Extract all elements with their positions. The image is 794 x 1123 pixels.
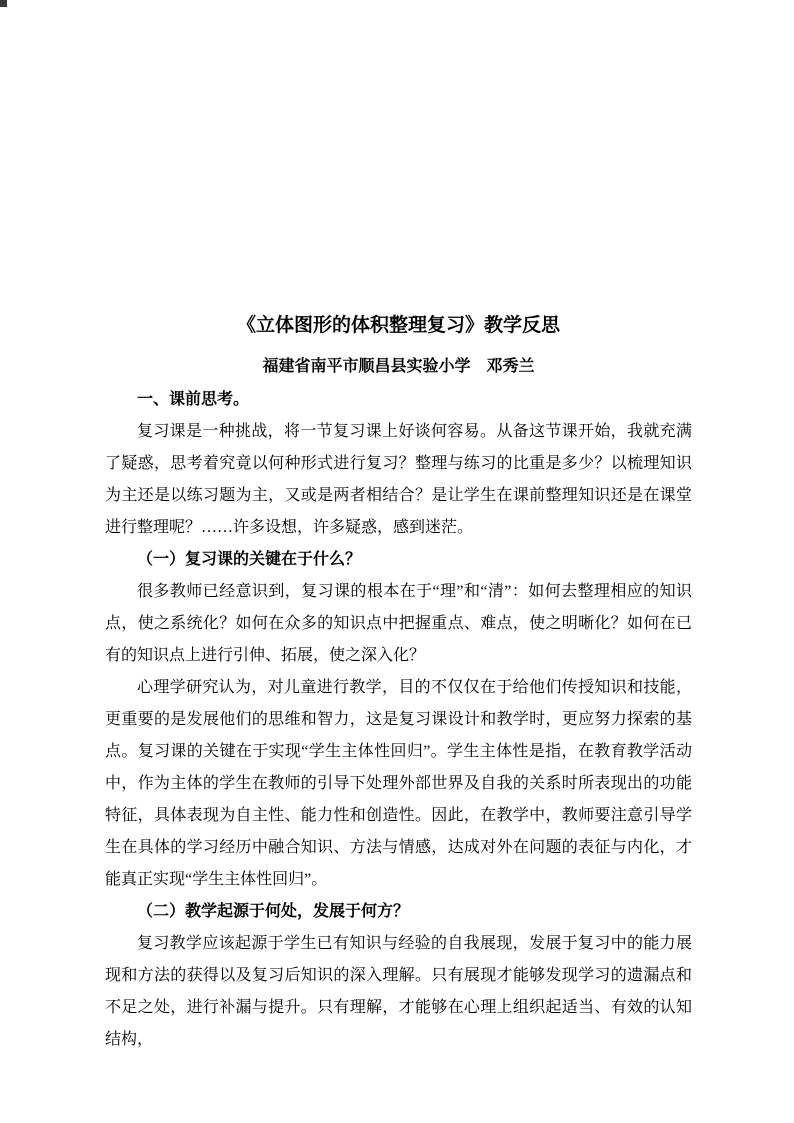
document-content xyxy=(105,312,692,1056)
page-corner-artifact xyxy=(0,0,7,7)
document-title: 《立体图形的体积整理复习》教学反思 xyxy=(236,315,560,336)
section-heading-pre-class-thinking: 一、课前思考。 xyxy=(137,391,250,408)
body-paragraph: 复习教学应该起源于学生已有知识与经验的自我展现，发展于复习中的能力展现和方法的获得以及复习后知识的深入理解。只有展现才能够发现学习的遗漏点和不足之处，进行补漏与提升。只有理解，才能够在心理上组织起适当、有效的认知结构， xyxy=(105,935,692,1048)
body-paragraph: 复习课是一种挑战，将一节复习课上好谈何容易。从备这节课开始，我就充满了疑惑，思考着究竟以何种形式进行复习？整理与练习的比重是多少？以梳理知识为主还是以练习题为主，又或是两者相结合？是让学生在课前整理知识还是在课堂进行整理呢？……许多设想，许多疑惑，感到迷茫。 xyxy=(105,423,692,536)
body-paragraph: 很多教师已经意识到，复习课的根本在于“理”和“清”：如何去整理相应的知识点，使之系统化？如何在众多的知识点中把握重点、难点，使之明晰化？如何在已有的知识点上进行引伸、拓展，使之深入化？ xyxy=(105,583,692,664)
section-heading-key-of-review-lesson: （一）复习课的关键在于什么？ xyxy=(137,551,362,568)
author-line: 福建省南平市顺昌县实验小学 邓秀兰 xyxy=(262,358,535,375)
body-paragraph: 心理学研究认为，对儿童进行教学，目的不仅仅在于给他们传授知识和技能，更重要的是发展他们的思维和智力，这是复习课设计和教学时，更应努力探索的基点。复习课的关键在于实现“学生主体性回归”。学生主体性是指，在教育教学活动中，作为主体的学生在教师的引导下处理外部世界及自我的关系时所表现出的功能特征，具体表现为自主性、能力性和创造性。因此，在教学中，教师要注意引导学生在具体的学习经历中融合知识、方法与情感，达成对外在问题的表征与内化，才能真正实现“学生主体性回归”。 xyxy=(105,679,692,888)
section-heading-teaching-origin: （二）教学起源于何处，发展于何方？ xyxy=(137,903,410,920)
